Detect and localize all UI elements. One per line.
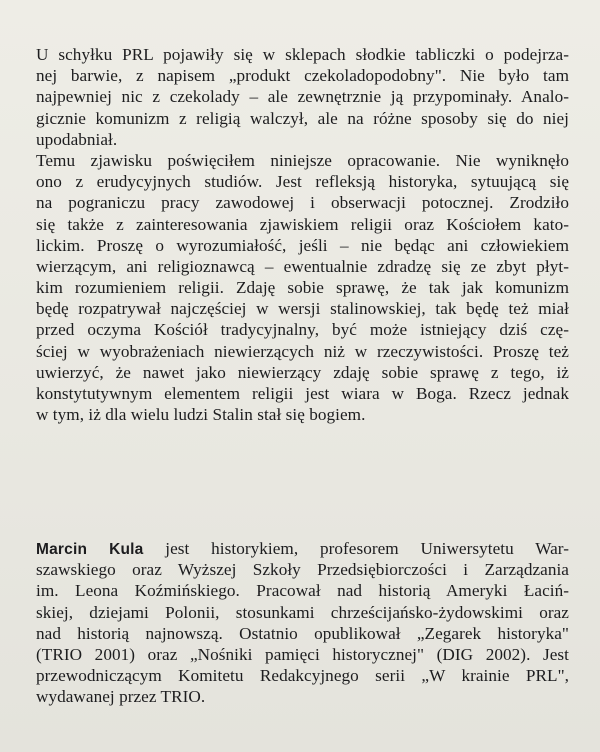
bio-line: wydawanej przez TRIO. [36, 687, 206, 707]
intro-line: Temu zjawisku poświęciłem niniejsze opracowanie. Nie wyniknęło [36, 150, 569, 170]
intro-line: przed oczyma Kościół tradycyjnalny, być może istniejący dziś czę- [36, 320, 569, 340]
intro-line: uwierzyć, że nawet jako niewierzący zdaję sobie sprawę z tego, iż [36, 362, 569, 382]
bio-line: szawskiego oraz Wyższej Szkoły Przedsiębiorczości i Zarządzania [36, 560, 569, 580]
intro-line: U schyłku PRL pojawiły się w sklepach słodkie tabliczki o podejrza- [36, 45, 569, 64]
intro-line: nej barwie, z napisem „produkt czekoladopodobny". Nie było tam [36, 66, 569, 86]
bio-line-rest: jest historykiem, profesorem Uniwersytetu War- [165, 539, 569, 558]
bio-line: skiej, dziejami Polonii, stosunkami chrześcijańsko-żydowskimi oraz [36, 602, 569, 622]
intro-line: wierzącym, ani religioznawcą – ewentualnie zdradzę się ze zbyt płyt- [36, 256, 569, 276]
intro-line: będę rozpatrywał najczęściej w wersji stalinowskiej, tak będę też miał [36, 299, 569, 319]
bio-first-line [36, 538, 569, 559]
intro-line: ono z erudycyjnych studiów. Jest refleksją historyka, sytuującą się [36, 172, 569, 192]
intro-line: kim rozumieniem religii. Zdaję sobie sprawę, że tak jak komunizm [36, 278, 569, 298]
bio-line: (TRIO 2001) oraz „Nośniki pamięci historycznej" (DIG 2002). Jest [36, 644, 569, 664]
intro-line: w tym, iż dla wielu ludzi Stalin stał się bogiem. [36, 405, 366, 425]
intro-line: konstytutywnym elementem religii jest wiara w Boga. Rzecz jednak [36, 384, 569, 403]
intro-line: na pograniczu pracy zawodowej i obserwacji potocznej. Zrodziło [36, 193, 569, 213]
intro-line: się także z zainteresowania zjawiskiem religii oraz Kościołem kato- [36, 214, 569, 234]
intro-line: najpewniej nic z czekolady – ale zewnętrznie ją przypominały. Analo- [36, 87, 569, 107]
intro-line: gicznie komunizm z religią walczył, ale na różne sposoby się do niej [36, 108, 569, 128]
bio-line: nad historią najnowszą. Ostatnio opublikował „Zegarek historyka" [36, 623, 569, 643]
author-name: Marcin Kula [36, 541, 144, 558]
intro-text-block [36, 44, 569, 425]
intro-line: lickim. Proszę o wyrozumiałość, jeśli – nie będąc ani człowiekiem [36, 235, 569, 255]
intro-line: ściej w wyobrażeniach niewierzących niż w rzeczywistości. Proszę też [36, 341, 569, 361]
author-bio-block [36, 538, 569, 708]
intro-line: upodabniał. [36, 129, 118, 149]
bio-line: im. Leona Koźmińskiego. Pracował nad historią Ameryki Łaciń- [36, 581, 569, 601]
bio-line: przewodniczącym Komitetu Redakcyjnego serii „W krainie PRL", [36, 666, 569, 686]
